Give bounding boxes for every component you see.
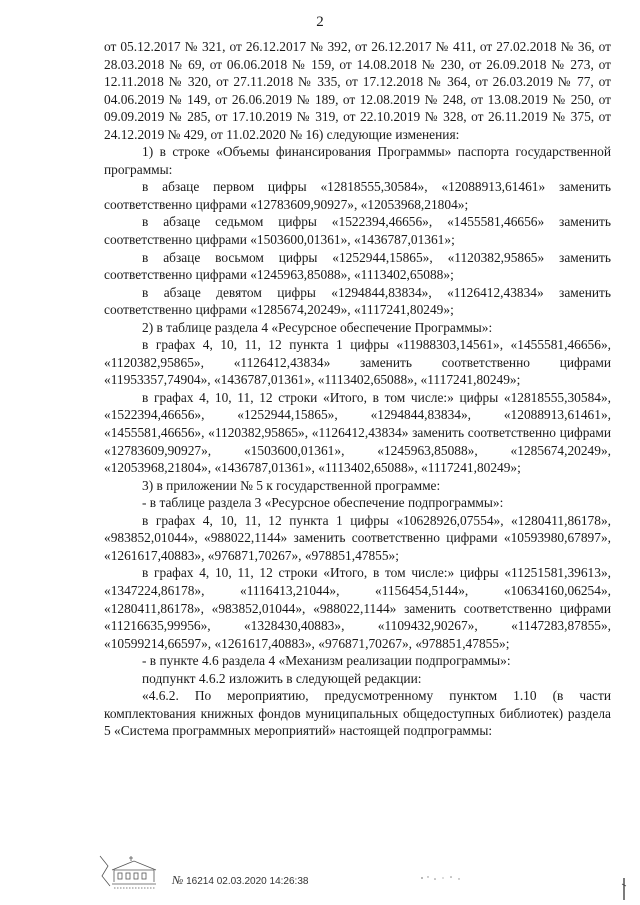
- paragraph-item-3-punkt-1: в графах 4, 10, 11, 12 пункта 1 цифры «10628926,07554», «1280411,86178», «983852,01044», «988022,1144» заменить соответственно цифрами «10593980,67897», «1261617,40883», «976871,70267», «978851,47855»;: [104, 512, 611, 563]
- scan-edge-mark-icon: [619, 878, 629, 900]
- paragraph-abzac-8: в абзаце восьмом цифры «1252944,15865», «1120382,95865» заменить соответственно цифрами «1245963,85088», «1113402,65088»;: [104, 249, 611, 283]
- paragraph-item-3-table: - в таблице раздела 3 «Ресурсное обеспечение подпрограммы»:: [142, 495, 504, 511]
- paragraph-item-2-itogo: в графах 4, 10, 11, 12 строки «Итого, в том числе:» цифры «12818555,30584», «1522394,46656», «1252944,15865», «1294844,83834», «12088913,61461», «1455581,46656», «1120382,95865», «1126412,43834» заменить соответственно цифрами «12783609,90927», «1503600,01361», «1245963,85088», «1285674,20249», «12053968,21804», «1436787,01361», «1113402,65088», «1117241,80249»;: [104, 389, 611, 476]
- paragraph-decree-list: от 05.12.2017 № 321, от 26.12.2017 № 392, от 26.12.2017 № 411, от 27.02.2018 № 36, от 28.03.2018 № 69, от 06.06.2018 № 159, от 14.08.2018 № 230, от 26.09.2018 № 273, от 12.11.2018 № 320, от 27.11.2018 № 335, от 17.12.2018 № 364, от 26.03.2019 № 77, от 04.06.2019 № 149, от 26.06.2019 № 189, от 12.08.2019 № 248, от 13.08.2019 № 250, от 09.09.2019 № 285, от 17.10.2019 № 319, от 22.10.2019 № 328, от 26.11.2019 № 375, от 24.12.2019 № 429, от 11.02.2020 № 16) следующие изменения:: [104, 39, 611, 142]
- paragraph-item-1: 1) в строке «Объемы финансирования Программы» паспорта государственной программы:: [104, 144, 611, 177]
- paragraph-abzac-1: в абзаце первом цифры «12818555,30584», «12088913,61461» заменить соответственно цифрами «12783609,90927», «12053968,21804»;: [104, 179, 611, 212]
- registration-mark: [172, 873, 308, 888]
- paragraph-subpoint-4-6-2: подпункт 4.6.2 изложить в следующей редакции:: [142, 670, 422, 686]
- building-stamp-icon: [98, 852, 160, 892]
- paragraph-item-3: 3) в приложении № 5 к государственной программе:: [142, 477, 441, 493]
- page-number: 2: [316, 14, 324, 30]
- document-footer: [98, 852, 618, 902]
- paragraph-item-2-punkt-1: в графах 4, 10, 11, 12 пункта 1 цифры «11988303,14561», «1455581,46656», «1120382,95865», «1126412,43834» заменить соответственно цифрами «11953357,74904», «1436787,01361», «1113402,65088», «1117241,80249»;: [104, 337, 611, 388]
- registration-number-datetime: 16214 02.03.2020 14:26:38: [186, 876, 309, 887]
- paragraph-abzac-7: в абзаце седьмом цифры «1522394,46656», «1455581,46656» заменить соответственно цифрами «1503600,01361», «1436787,01361»;: [104, 214, 611, 248]
- document-body: [104, 38, 611, 740]
- paragraph-abzac-9: в абзаце девятом цифры «1294844,83834», «1126412,43834» заменить соответственно цифрами «1285674,20249», «1117241,80249»;: [104, 284, 611, 318]
- number-sign: №: [172, 873, 184, 887]
- scan-dots-icon: [418, 874, 478, 882]
- paragraph-item-3-section-4-6: - в пункте 4.6 раздела 4 «Механизм реализации подпрограммы»:: [142, 653, 511, 669]
- paragraph-4-6-2-text: «4.6.2. По мероприятию, предусмотренному пунктом 1.10 (в части комплектования книжных фондов муниципальных общедоступных библиотек) раздела 5 «Система программных мероприятий» настоящей подпрограммы:: [104, 688, 611, 739]
- paragraph-item-2: 2) в таблице раздела 4 «Ресурсное обеспечение Программы»:: [142, 319, 493, 335]
- paragraph-item-3-itogo: в графах 4, 10, 11, 12 строки «Итого, в том числе:» цифры «11251581,39613», «1347224,86178», «1116413,21044», «1156454,5144», «10634160,06254», «1280411,86178», «983852,01044», «988022,1144» заменить соответственно цифрами «11216635,99956», «1328430,40883», «1109432,90267», «1147283,87855», «10599214,66597», «1261617,40883», «976871,70267», «978851,47855»;: [104, 565, 611, 651]
